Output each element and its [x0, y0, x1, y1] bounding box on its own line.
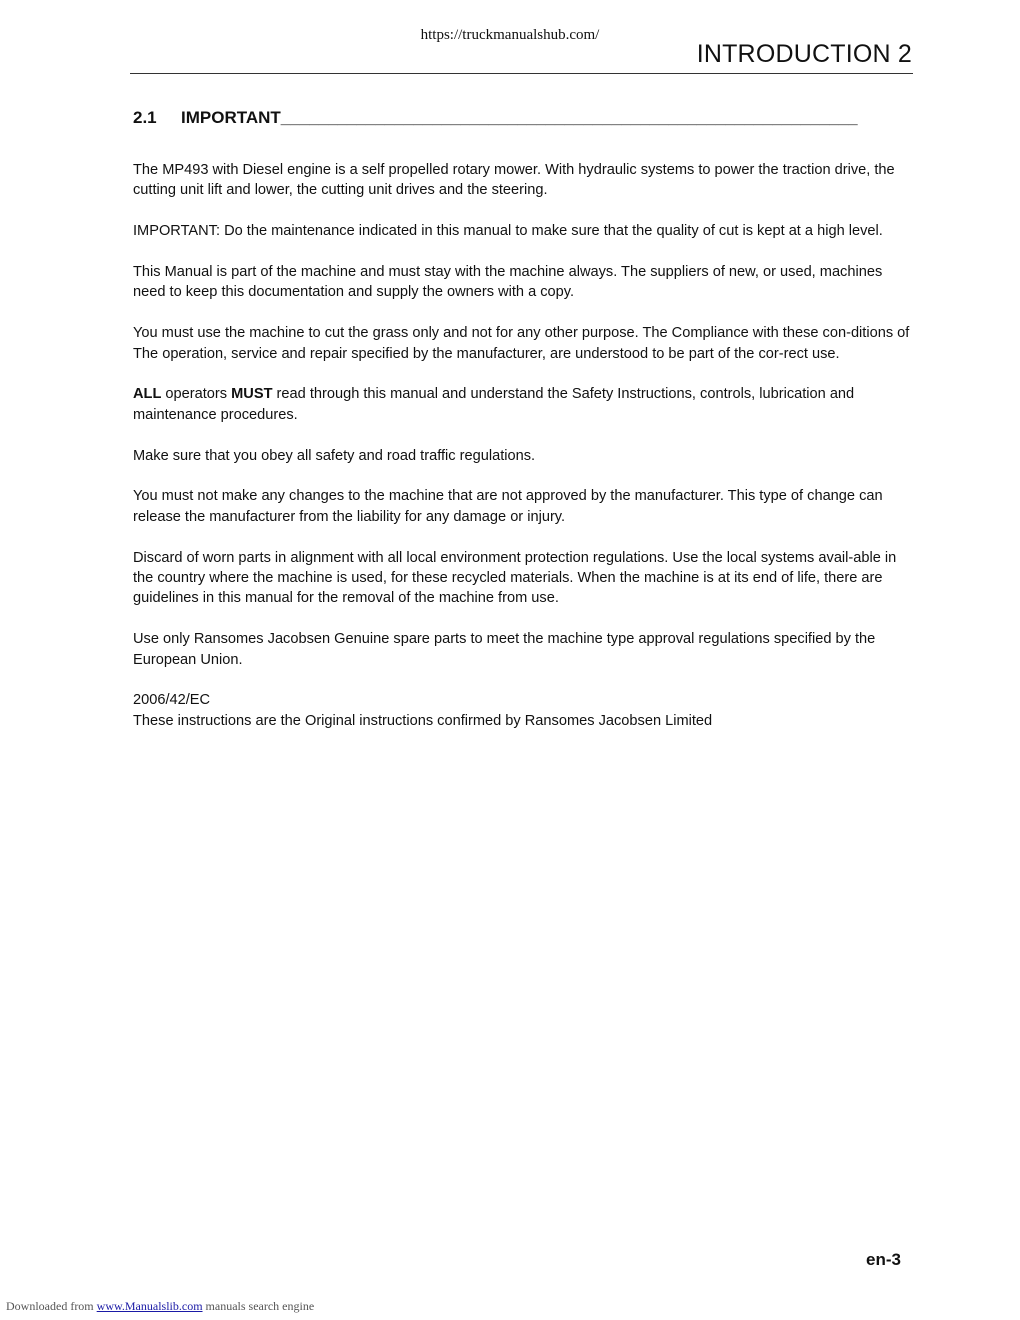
source-url: https://truckmanualshub.com/: [420, 27, 600, 43]
download-footer: [6, 1299, 314, 1314]
section-title: IMPORTANT: [181, 108, 281, 127]
paragraph-genuine-parts: Use only Ransomes Jacobsen Genuine spare parts to meet the machine type approval regulations specified by the European Union.: [133, 631, 876, 668]
body-content: [133, 160, 911, 752]
paragraph-no-changes: You must not make any changes to the machine that are not approved by the manufacturer. This type of change can release the manufacturer from the liability for any damage or injury.: [133, 488, 883, 525]
text-operators: operators: [161, 386, 232, 403]
header-divider: [130, 73, 913, 74]
section-number: 2.1: [133, 108, 157, 127]
paragraph-disposal: Discard of worn parts in alignment with all local environment protection regulations. Use the local systems avail-able in the country where the machine is used, for these recycled materials. When the machine is at its end of life, there are guidelines in this manual for the removal of the machine from use.: [133, 549, 897, 607]
emphasis-all: ALL: [133, 386, 162, 403]
directive-code: 2006/42/EC: [133, 692, 211, 709]
paragraph-operators-must-read: [133, 384, 911, 425]
footer-suffix: manuals search engine: [202, 1299, 315, 1313]
paragraph-maintenance-note: IMPORTANT: Do the maintenance indicated in this manual to make sure that the quality of cut is kept at a high level.: [133, 223, 883, 240]
emphasis-must: MUST: [231, 386, 273, 403]
original-instructions-note: These instructions are the Original instructions confirmed by Ransomes Jacobsen Limited: [133, 712, 713, 729]
paragraph-safety-regulations: Make sure that you obey all safety and road traffic regulations.: [133, 447, 536, 464]
paragraph-directive: [133, 690, 911, 731]
chapter-title: INTRODUCTION 2: [696, 40, 912, 68]
section-title-rule: _____________________________________________________________: [280, 108, 858, 127]
paragraph-manual-ownership: This Manual is part of the machine and must stay with the machine always. The suppliers of new, or used, machines need to keep this documentation and supply the owners with a copy.: [133, 264, 883, 301]
footer-prefix: Downloaded from: [6, 1299, 97, 1313]
paragraph-machine-description: The MP493 with Diesel engine is a self propelled rotary mower. With hydraulic systems to power the traction drive, the cutting unit lift and lower, the cutting unit drives and the steering.: [133, 162, 895, 199]
manualslib-link[interactable]: www.Manualslib.com: [96, 1299, 203, 1313]
page-number: en-3: [866, 1250, 901, 1269]
text-read-through: read through this manual and understand the Safety Instructions, controls, lubrication and maintenance procedures.: [133, 386, 855, 423]
section-heading: [133, 108, 913, 128]
paragraph-intended-use: You must use the machine to cut the grass only and not for any other purpose. The Compliance with these con-ditions of The operation, service and repair specified by the manufacturer, are understood to be part of the cor-rect use.: [133, 325, 910, 362]
